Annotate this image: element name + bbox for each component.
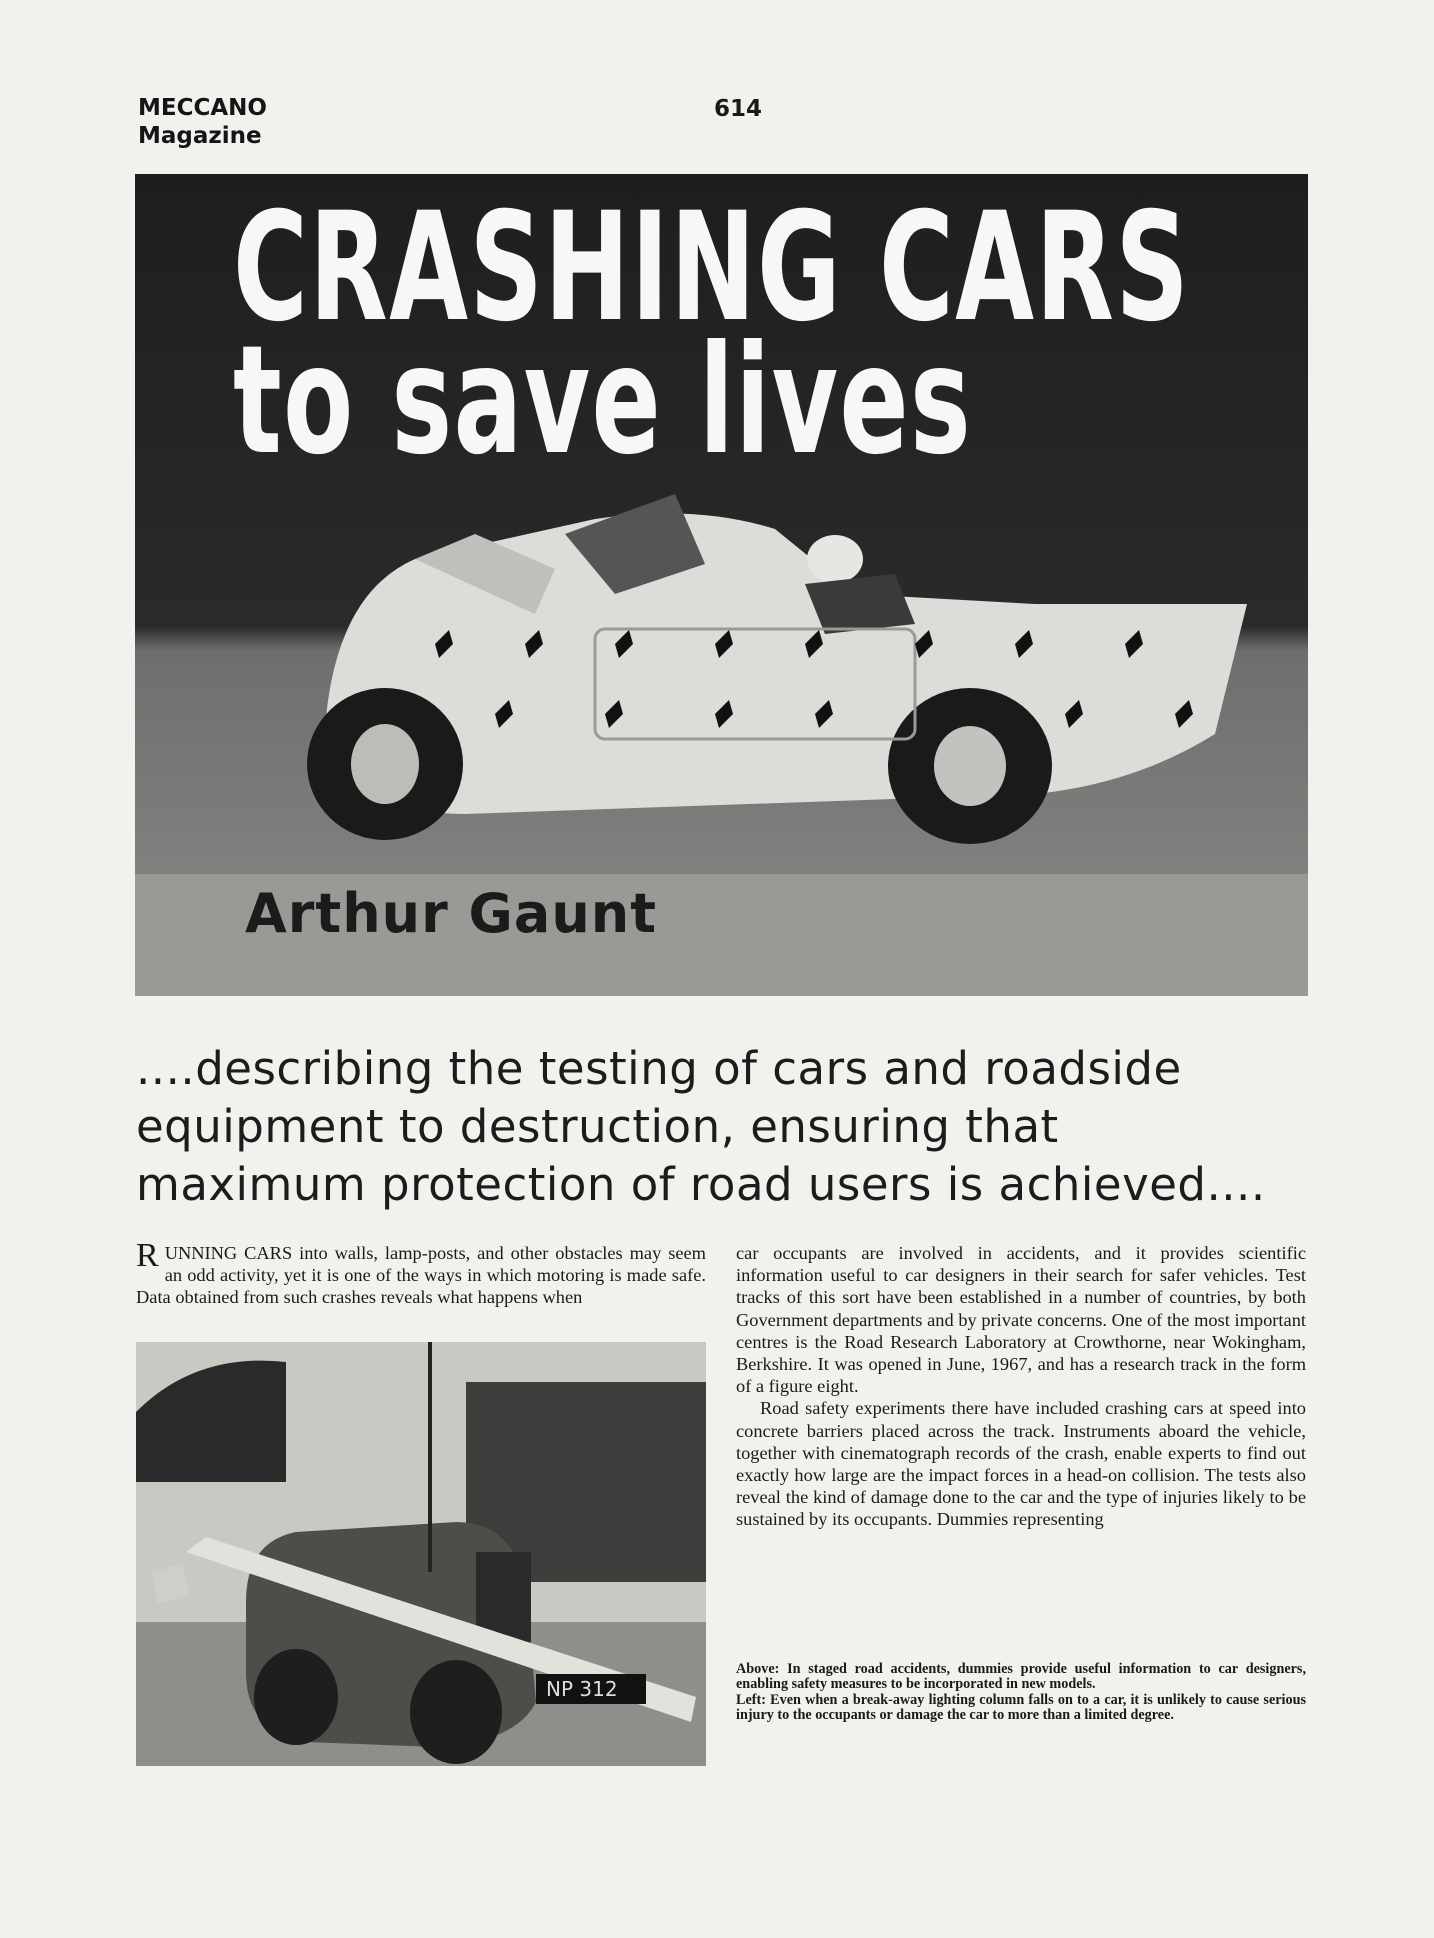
number-plate: NP 312 — [546, 1677, 618, 1701]
car-under-lamp-post-image — [136, 1342, 706, 1766]
headline-line2: to save lives — [233, 314, 973, 488]
headline-line1: CRASHING CARS — [233, 181, 1191, 355]
masthead-line1: MECCANO — [138, 95, 267, 121]
caption-left: Left: Even when a break-away lighting column falls on to a car, it is unlikely to cause serious injury to the occupants or damage the car to more than a limited degree. — [736, 1691, 1306, 1724]
headline — [233, 181, 1191, 488]
body-column-right — [736, 1242, 1306, 1531]
page-number: 614 — [714, 96, 763, 122]
hero-photo — [135, 174, 1308, 996]
masthead-line2: Magazine — [138, 123, 262, 149]
byline: Arthur Gaunt — [245, 882, 658, 945]
photo-captions — [736, 1662, 1306, 1724]
body-paragraph-1: car occupants are involved in accidents, and it provides scientific information useful to car designers in their search for safer vehicles. Test tracks of this sort have been established in a number of countries, by both Government departments and by private concerns. One of the most important centres is the Road Research Laboratory at Crowthorne, near Wokingham, Berkshire. It was opened in June, 1967, and has a research track in the form of a figure eight. — [736, 1243, 1306, 1397]
body-paragraph-2: Road safety experiments there have included crashing cars at speed into concrete barriers placed across the track. Instruments aboard the vehicle, together with cinematograph records of the crash, enable experts to find out exactly how large are the impact forces in a head-on collision. The tests also reveal the kind of damage done to the car and the type of injuries likely to be sustained by its occupants. Dummies representing — [736, 1398, 1306, 1530]
caption-above: Above: In staged road accidents, dummies provide useful information to car designers, enabling safety measures to be incorporated in new models. — [736, 1661, 1306, 1693]
masthead — [138, 94, 267, 150]
standfirst: ....describing the testing of cars and roadside equipment to destruction, ensuring that maximum protection of road users is achieved.... — [136, 1042, 1266, 1211]
drop-cap: R — [136, 1237, 159, 1274]
body-column-left — [136, 1237, 706, 1309]
body-text: UNNING CARS into walls, lamp-posts, and other obstacles may seem an odd activity, yet it is one of the ways in which motoring is made safe. Data obtained from such crashes reveals what happens when — [136, 1243, 706, 1308]
body-paragraph — [136, 1237, 706, 1309]
lamp-post-photo — [136, 1342, 706, 1766]
